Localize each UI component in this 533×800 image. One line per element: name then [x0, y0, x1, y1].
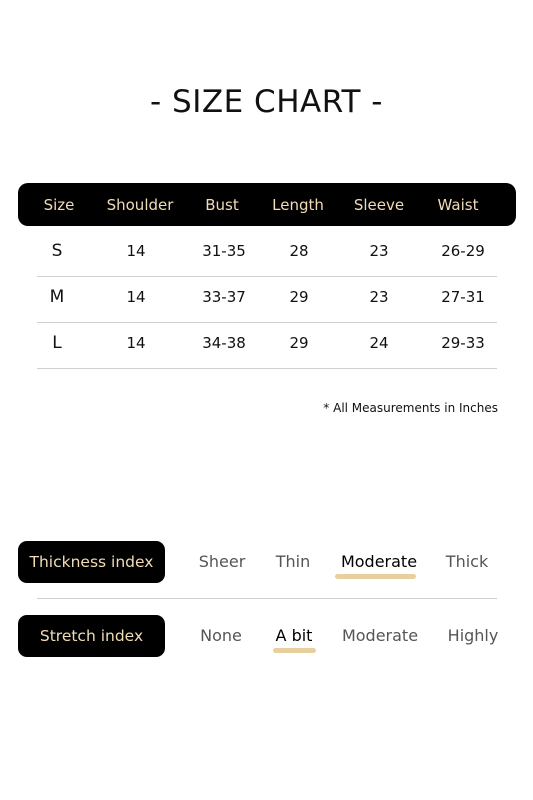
- cell-size: M: [49, 287, 65, 307]
- header-bust: Bust: [205, 196, 239, 214]
- header-waist: Waist: [437, 196, 479, 214]
- cell-sleeve: 23: [369, 242, 389, 260]
- thickness-option-thin: Thin: [275, 552, 311, 571]
- header-size: Size: [43, 196, 75, 214]
- measurement-note: * All Measurements in Inches: [323, 401, 498, 415]
- stretch-option-moderate: Moderate: [341, 626, 419, 645]
- cell-sleeve: 23: [369, 288, 389, 306]
- section-divider: [37, 598, 497, 599]
- table-header: [18, 183, 516, 226]
- stretch-selected-underline: [273, 648, 316, 653]
- cell-shoulder: 14: [126, 334, 146, 352]
- thickness-selected-underline: [335, 574, 416, 579]
- header-shoulder: Shoulder: [106, 196, 174, 214]
- cell-waist: 27-31: [441, 288, 485, 306]
- cell-shoulder: 14: [126, 242, 146, 260]
- cell-length: 29: [289, 288, 309, 306]
- cell-bust: 31-35: [202, 242, 246, 260]
- header-sleeve: Sleeve: [353, 196, 405, 214]
- thickness-option-moderate: Moderate: [340, 552, 418, 571]
- cell-length: 28: [289, 242, 309, 260]
- table-row: [37, 276, 497, 323]
- table-row: [37, 230, 497, 277]
- stretch-option-a-bit: A bit: [275, 626, 313, 645]
- cell-waist: 26-29: [441, 242, 485, 260]
- cell-waist: 29-33: [441, 334, 485, 352]
- cell-length: 29: [289, 334, 309, 352]
- page-title: - SIZE CHART -: [150, 84, 383, 120]
- cell-sleeve: 24: [369, 334, 389, 352]
- stretch-option-none: None: [200, 626, 242, 645]
- thickness-option-thick: Thick: [445, 552, 489, 571]
- cell-shoulder: 14: [126, 288, 146, 306]
- stretch-index-label: Stretch index: [18, 615, 165, 657]
- thickness-index-label: Thickness index: [18, 541, 165, 583]
- table-row: [37, 322, 497, 369]
- cell-size: S: [51, 241, 63, 261]
- stretch-option-highly: Highly: [447, 626, 499, 645]
- thickness-option-sheer: Sheer: [198, 552, 246, 571]
- cell-bust: 33-37: [202, 288, 246, 306]
- cell-size: L: [52, 333, 62, 353]
- header-length: Length: [272, 196, 324, 214]
- cell-bust: 34-38: [202, 334, 246, 352]
